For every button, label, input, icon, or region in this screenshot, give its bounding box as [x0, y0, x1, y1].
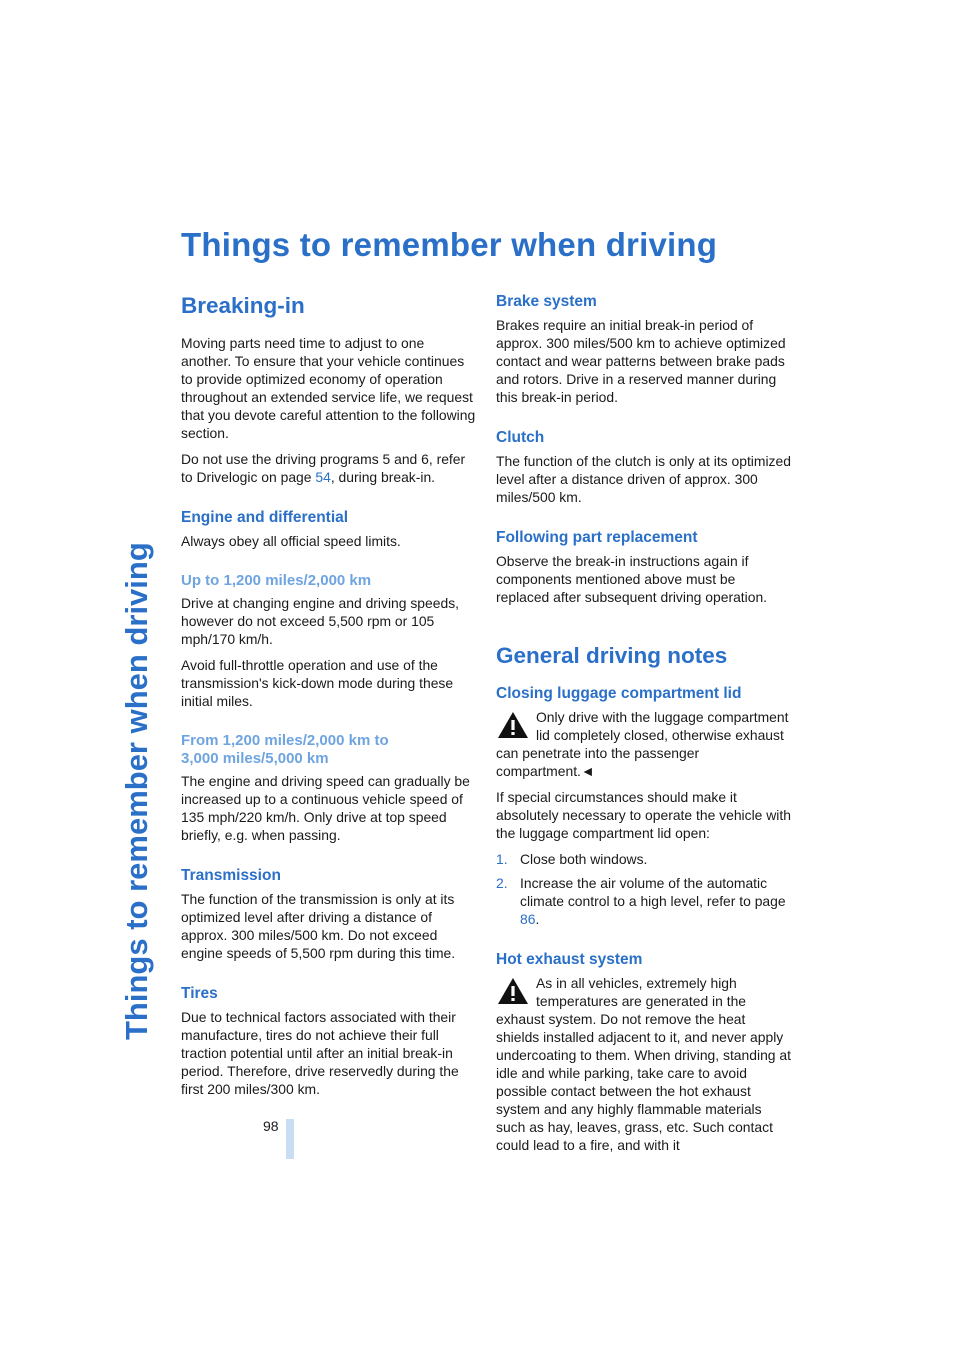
heading-general-driving: General driving notes	[496, 643, 728, 668]
tires-text: Due to technical factors associated with their manufacture, tires do not achieve their full traction potential until after an initial break-in period. Therefore, drive reservedly during the first 200 miles/300 km.	[181, 1009, 459, 1097]
heading-clutch: Clutch	[496, 429, 545, 446]
heading-following-part: Following part replacement	[496, 529, 698, 546]
page-number: 98	[263, 1118, 279, 1134]
page-link-54[interactable]: 54	[315, 469, 331, 485]
page-number-bar	[286, 1119, 294, 1159]
from-text: The engine and driving speed can gradually be increased up to a continuous vehicle speed of 135 mph/220 km/h. Only drive at top speed briefly, e.g. when passing.	[181, 773, 470, 843]
warning-triangle-icon	[496, 976, 530, 1006]
exhaust-warning	[496, 974, 792, 1162]
heading-up-to-1200: Up to 1,200 miles/2,000 km	[181, 572, 372, 589]
list-item: 1. Close both windows.	[496, 851, 648, 867]
warning-triangle-icon	[496, 710, 530, 740]
running-title-vertical	[117, 228, 157, 1040]
transmission-text: The function of the transmission is only at its optimized level after driving a distance of approx. 300 miles/500 km. Do not exceed engine speeds of 5,500 rpm during this time.	[181, 891, 456, 961]
brake-text: Brakes require an initial break-in period of approx. 300 miles/500 km to achieve optimized contact and wear patterns between brake pads and rotors. Drive in a reserved manner during this break-in period.	[496, 317, 786, 405]
list-item: 2. Increase the air volume of the automatic climate control to a high level, refer to page 86.	[496, 875, 786, 927]
heading-transmission: Transmission	[181, 867, 281, 884]
exhaust-warning-text: As in all vehicles, extremely high temperatures are generated in the exhaust system. Do not remove the heat shields installed adjacent to it, and never apply undercoating to them. When driving, standing at idle and while parking, take care to avoid possible contact between the hot exhaust system and any highly flammable materials such as hay, leaves, grass, etc. Such contact could lead to a fire, and with it	[496, 975, 791, 1153]
page-link-86[interactable]: 86	[520, 911, 536, 927]
clutch-text: The function of the clutch is only at its optimized level after a distance driven of approx. 300 miles/500 km.	[496, 453, 791, 505]
heading-hot-exhaust: Hot exhaust system	[496, 951, 643, 968]
breaking-in-intro: Moving parts need time to adjust to one another. To ensure that your vehicle continues to provide optimized economy of operation throughout an extended service life, we request that you devote careful attention to the following section.	[181, 335, 476, 441]
heading-engine-differential: Engine and differential	[181, 509, 349, 526]
running-title-text: Things to remember when driving	[119, 542, 154, 1040]
heading-breaking-in: Breaking-in	[181, 293, 305, 318]
heading-from-1200: From 1,200 miles/2,000 km to 3,000 miles/5,000 km	[181, 732, 389, 767]
breaking-in-drivelogic	[181, 450, 477, 486]
luggage-warning-text: Only drive with the luggage compartment lid completely closed, otherwise exhaust can penetrate into the passenger compartment.◄	[496, 709, 789, 779]
right-column	[496, 292, 792, 1162]
heading-brake-system: Brake system	[496, 293, 597, 310]
engine-text: Always obey all official speed limits.	[181, 533, 401, 549]
drivelogic-text-before: Do not use the driving programs 5 and 6, refer to Drivelogic on page	[181, 451, 466, 485]
luggage-warning	[496, 708, 792, 788]
up-to-text-1: Drive at changing engine and driving speeds, however do not exceed 5,500 rpm or 105 mph/170 km/h.	[181, 595, 459, 647]
drivelogic-text-after: , during break-in.	[330, 469, 436, 485]
luggage-text: If special circumstances should make it absolutely necessary to operate the vehicle with the luggage compartment lid open:	[496, 789, 791, 841]
luggage-steps	[496, 850, 792, 928]
page-title: Things to remember when driving	[181, 226, 718, 263]
following-text: Observe the break-in instructions again if components mentioned above must be replaced after subsequent driving operation.	[496, 553, 768, 605]
heading-tires: Tires	[181, 985, 218, 1002]
left-column	[181, 292, 477, 1106]
up-to-text-2: Avoid full-throttle operation and use of the transmission's kick-down mode during these initial miles.	[181, 657, 454, 709]
heading-luggage-lid: Closing luggage compartment lid	[496, 685, 742, 702]
